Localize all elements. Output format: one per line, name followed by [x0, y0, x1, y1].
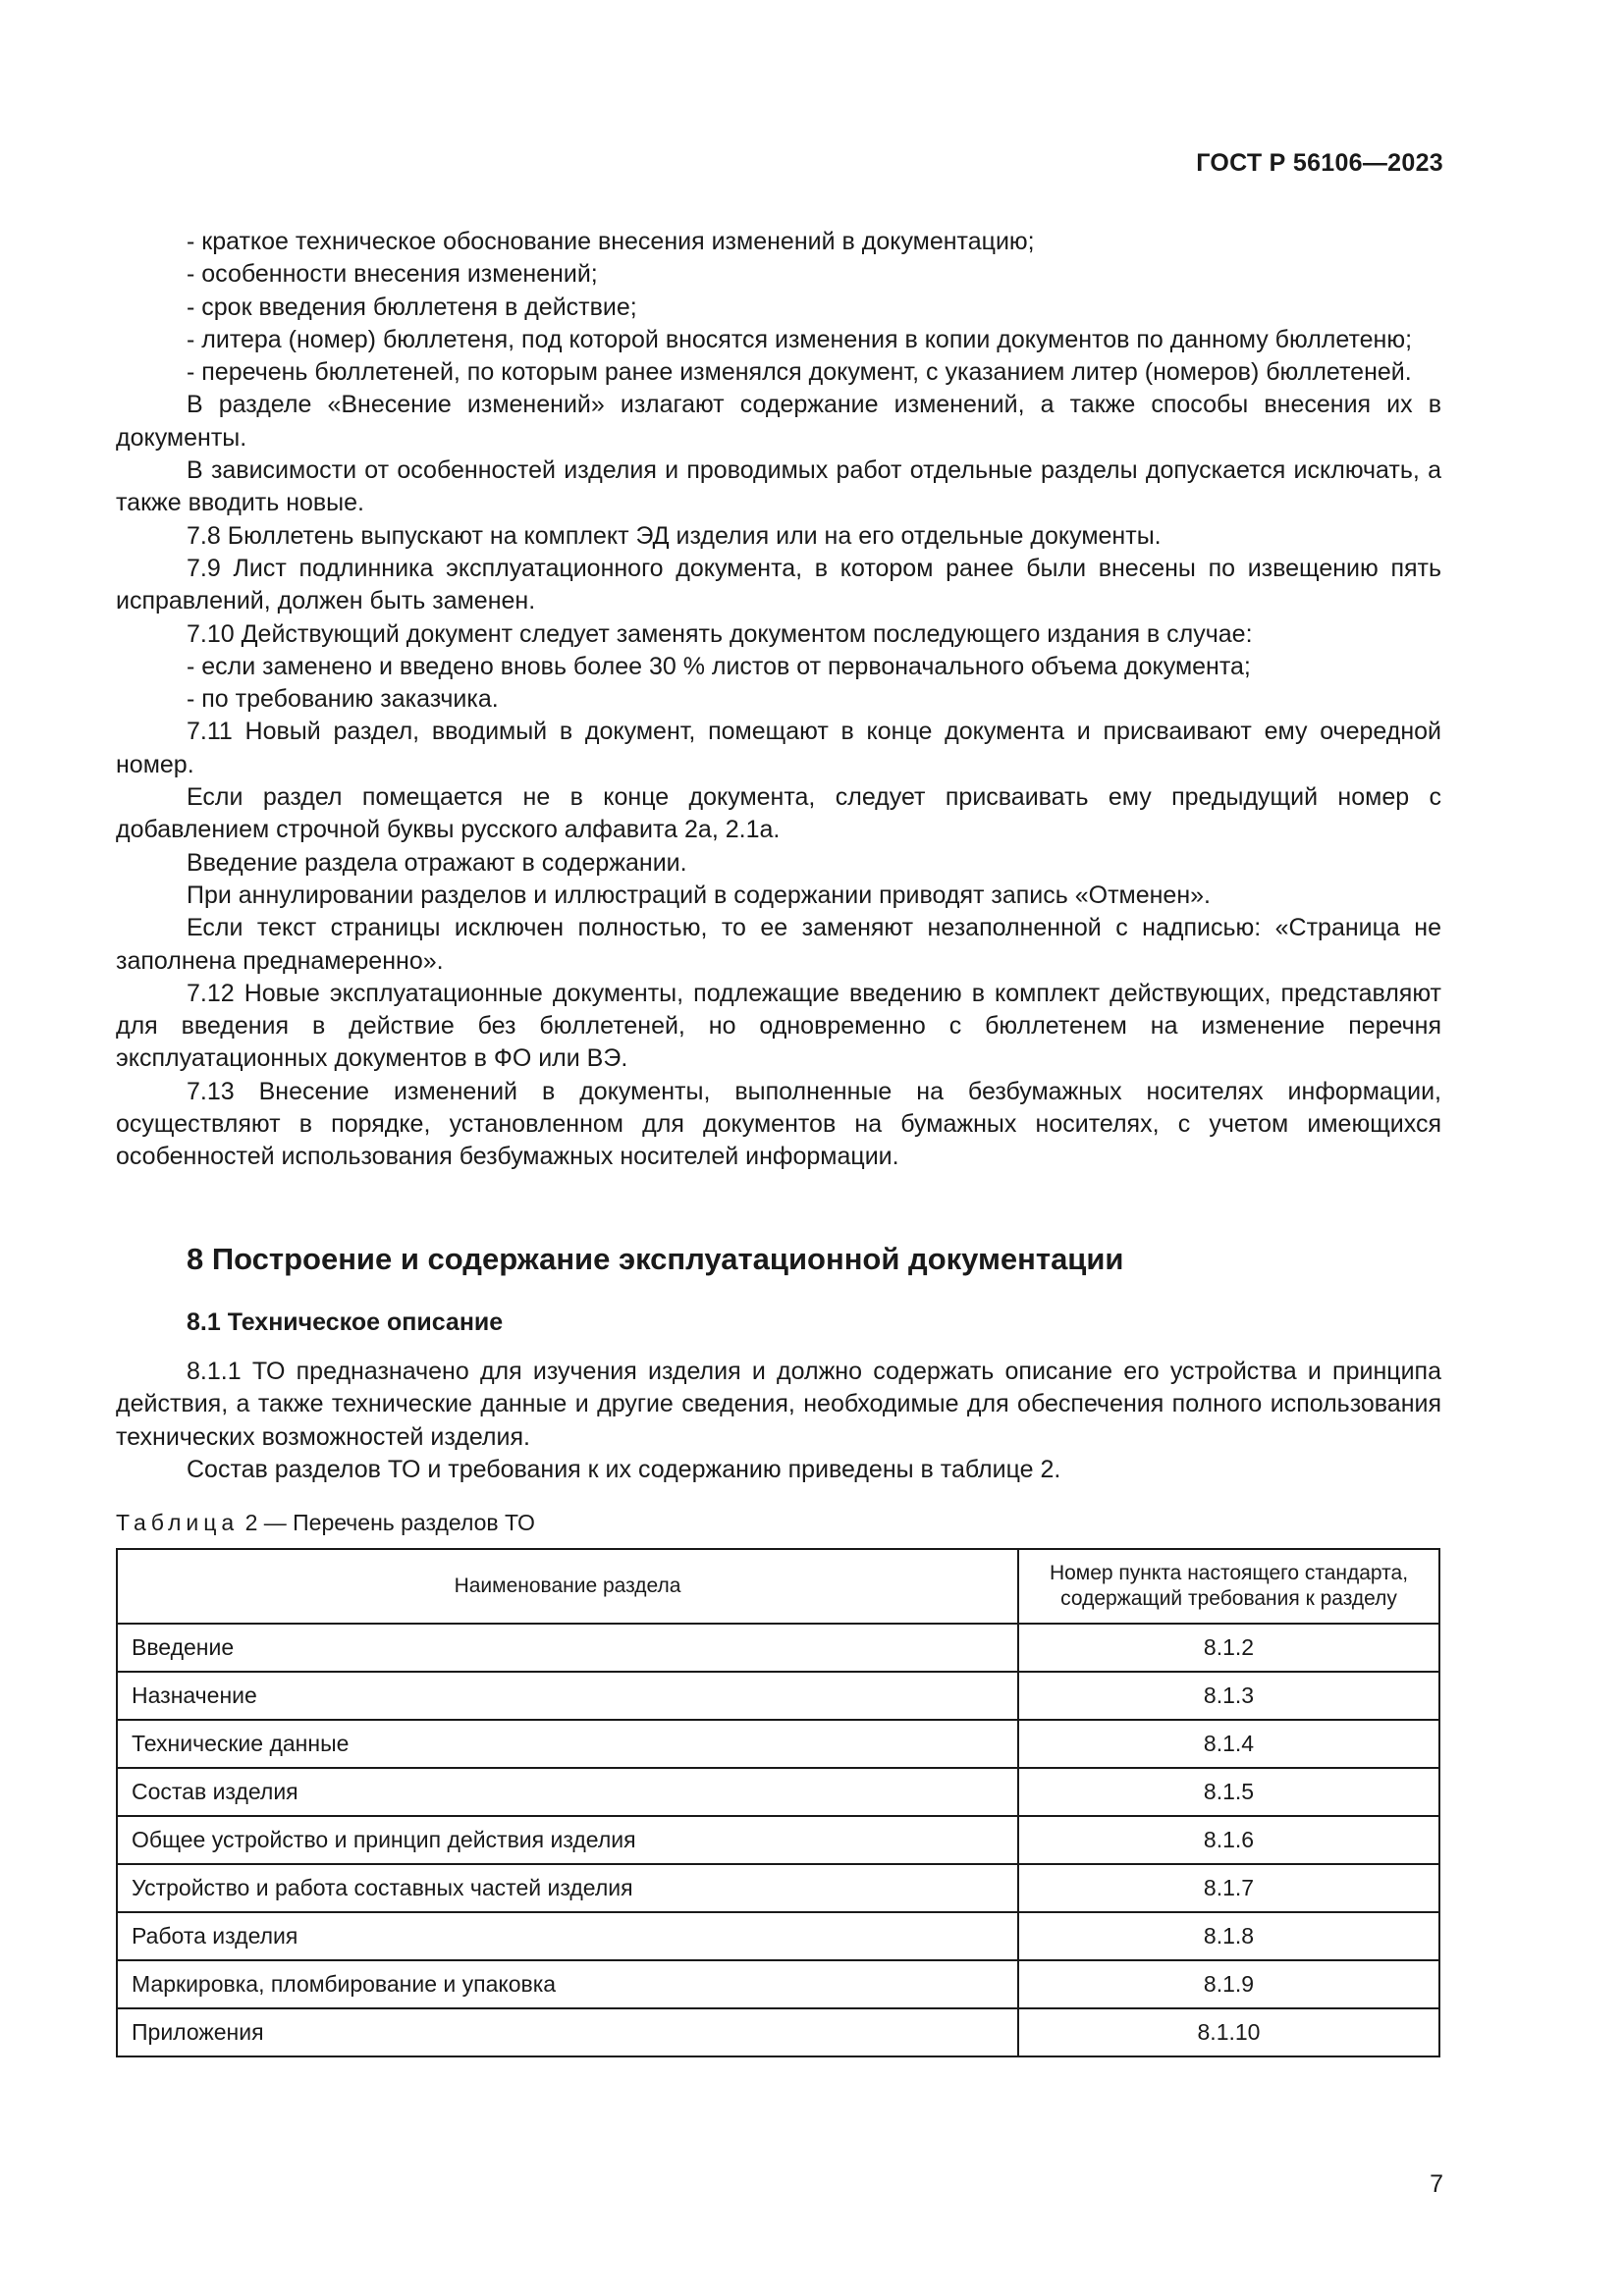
- table-row: [117, 1816, 1439, 1864]
- body-text-block: [116, 226, 1441, 1174]
- table-row: [117, 1912, 1439, 1960]
- clause-number-cell: 8.1.2: [1018, 1624, 1439, 1672]
- list-item: - если заменено и введено вновь более 30 % листов от первоначального объема документа;: [187, 652, 1251, 680]
- list-item: - срок введения бюллетеня в действие;: [187, 293, 637, 321]
- document-code-header: ГОСТ Р 56106—2023: [1196, 149, 1443, 177]
- clause-7-10: 7.10 Действующий документ следует заменять документом последующего издания в случае:: [187, 619, 1253, 648]
- table-row: [117, 2008, 1439, 2056]
- clause-number-cell: 8.1.9: [1018, 1960, 1439, 2008]
- list-item: - по требованию заказчика.: [187, 685, 499, 714]
- clause-7-8: 7.8 Бюллетень выпускают на комплект ЭД изделия или на его отдельные документы.: [187, 521, 1162, 550]
- clause-8-1-1: 8.1.1 ТО предназначено для изучения изделия и должно содержать описание его устройства и принципа действия, а также технические данные и другие сведения, необходимые для обеспечения полного использования технических возможностей изделия.: [116, 1358, 1441, 1451]
- sections-table: [116, 1548, 1440, 2057]
- clause-7-13: 7.13 Внесение изменений в документы, выполненные на безбумажных носителях информации, осуществляют в порядке, установленном для документов на бумажных носителях, с учетом имеющихся особенностей использования безбумажных носителей информации.: [116, 1077, 1441, 1171]
- paragraph: Состав разделов ТО и требования к их содержанию приведены в таблице 2.: [187, 1455, 1061, 1483]
- column-header-clause-number: Номер пункта настоящего стандарта, содержащий требования к разделу: [1018, 1549, 1439, 1624]
- clause-number-cell: 8.1.5: [1018, 1768, 1439, 1816]
- clause-number-cell: 8.1.10: [1018, 2008, 1439, 2056]
- table-row: [117, 1864, 1439, 1912]
- list-item: - литера (номер) бюллетеня, под которой вносятся изменения в копии документов по данному бюллетеню;: [187, 325, 1413, 353]
- section-name-cell: Устройство и работа составных частей изделия: [117, 1864, 1018, 1912]
- table-row: [117, 1672, 1439, 1720]
- clause-7-9: 7.9 Лист подлинника эксплуатационного документа, в котором ранее были внесены по извещению пять исправлений, должен быть заменен.: [116, 554, 1441, 615]
- paragraph: В зависимости от особенностей изделия и проводимых работ отдельные разделы допускается исключать, а также вводить новые.: [116, 456, 1441, 517]
- paragraph: Если раздел помещается не в конце документа, следует присваивать ему предыдущий номер с добавлением строчной буквы русского алфавита 2а, 2.1а.: [116, 783, 1441, 844]
- section-name-cell: Приложения: [117, 2008, 1018, 2056]
- section-name-cell: Назначение: [117, 1672, 1018, 1720]
- section-heading: 8 Построение и содержание эксплуатационной документации: [187, 1242, 1124, 1276]
- page-number: 7: [1430, 2170, 1443, 2198]
- table-caption: [116, 1510, 535, 1536]
- section-name-cell: Работа изделия: [117, 1912, 1018, 1960]
- table-row: [117, 1624, 1439, 1672]
- table-caption-text: 2 — Перечень разделов ТО: [239, 1510, 535, 1535]
- clause-7-11: 7.11 Новый раздел, вводимый в документ, помещают в конце документа и присваивают ему очередной номер.: [116, 718, 1441, 778]
- column-header-section-name: Наименование раздела: [117, 1549, 1018, 1624]
- clause-number-cell: 8.1.4: [1018, 1720, 1439, 1768]
- paragraph: При аннулировании разделов и иллюстраций в содержании приводят запись «Отменен».: [187, 881, 1211, 909]
- section-name-cell: Введение: [117, 1624, 1018, 1672]
- list-item: - краткое техническое обоснование внесения изменений в документацию;: [187, 228, 1035, 255]
- section-body-text: [116, 1356, 1441, 1486]
- clause-number-cell: 8.1.3: [1018, 1672, 1439, 1720]
- subsection-heading: 8.1 Техническое описание: [187, 1308, 504, 1336]
- section-name-cell: Общее устройство и принцип действия изделия: [117, 1816, 1018, 1864]
- list-item: - перечень бюллетеней, по которым ранее изменялся документ, с указанием литер (номеров) бюллетеней.: [187, 358, 1412, 387]
- section-name-cell: Технические данные: [117, 1720, 1018, 1768]
- table-header-row: [117, 1549, 1439, 1624]
- list-item: - особенности внесения изменений;: [187, 260, 598, 289]
- paragraph: Если текст страницы исключен полностью, то ее заменяют незаполненной с надписью: «Страница не заполнена преднамеренно».: [116, 914, 1441, 975]
- table-row: [117, 1960, 1439, 2008]
- section-name-cell: Маркировка, пломбирование и упаковка: [117, 1960, 1018, 2008]
- paragraph: Введение раздела отражают в содержании.: [187, 848, 687, 877]
- table-row: [117, 1768, 1439, 1816]
- clause-number-cell: 8.1.8: [1018, 1912, 1439, 1960]
- section-name-cell: Состав изделия: [117, 1768, 1018, 1816]
- table-caption-label: Таблица: [116, 1510, 240, 1535]
- paragraph: В разделе «Внесение изменений» излагают содержание изменений, а также способы внесения их в документы.: [116, 391, 1441, 452]
- clause-number-cell: 8.1.6: [1018, 1816, 1439, 1864]
- table-row: [117, 1720, 1439, 1768]
- clause-number-cell: 8.1.7: [1018, 1864, 1439, 1912]
- clause-7-12: 7.12 Новые эксплуатационные документы, подлежащие введению в комплект действующих, представляют для введения в действие без бюллетеней, но одновременно с бюллетенем на изменение перечня эксплуатационных документов в ФО или ВЭ.: [116, 979, 1441, 1073]
